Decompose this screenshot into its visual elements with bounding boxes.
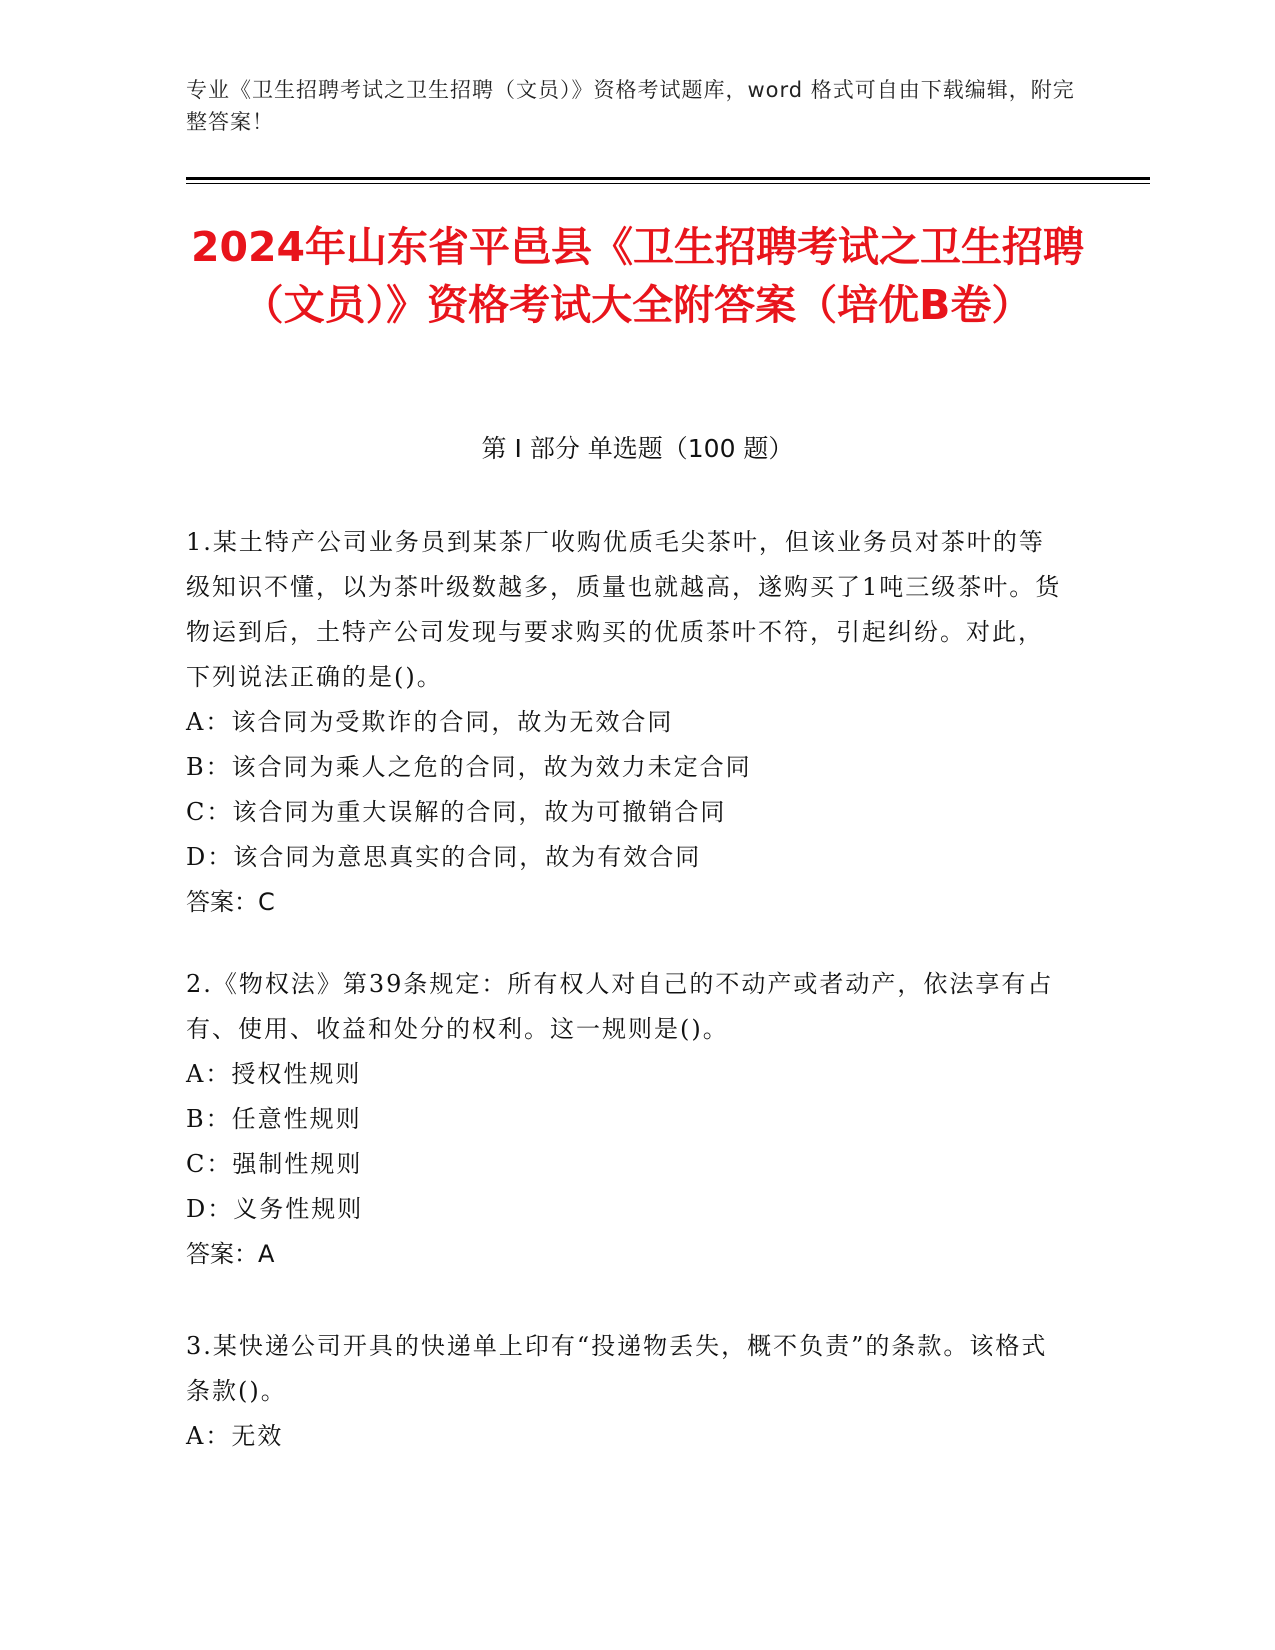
question-stem: 2.《物权法》第39条规定：所有权人对自己的不动产或者动产，依法享有占有、使用、收益和处分的权利。这一规则是()。 bbox=[186, 970, 1054, 1043]
question-3 bbox=[186, 1324, 1066, 1459]
option-d: D：该合同为意思真实的合同，故为有效合同 bbox=[186, 843, 702, 871]
option-a: A：无效 bbox=[186, 1422, 284, 1450]
option-a: A：授权性规则 bbox=[186, 1060, 362, 1088]
header-divider-thick bbox=[186, 177, 1150, 180]
option-d: D：义务性规则 bbox=[186, 1195, 364, 1223]
option-c: C：该合同为重大误解的合同，故为可撤销合同 bbox=[186, 798, 727, 826]
option-b: B：任意性规则 bbox=[186, 1105, 362, 1133]
question-2 bbox=[186, 962, 1066, 1277]
header-note: 专业《卫生招聘考试之卫生招聘（文员）》资格考试题库，word 格式可自由下载编辑，附完整答案！ bbox=[186, 78, 1075, 134]
question-stem: 1.某土特产公司业务员到某茶厂收购优质毛尖茶叶，但该业务员对茶叶的等级知识不懂，以为茶叶级数越多，质量也就越高，遂购买了1吨三级茶叶。货物运到后，土特产公司发现与要求购买的优质茶叶不符，引起纠纷。对此，下列说法正确的是()。 bbox=[186, 528, 1062, 691]
question-1 bbox=[186, 520, 1066, 925]
option-a: A：该合同为受欺诈的合同，故为无效合同 bbox=[186, 708, 674, 736]
option-b: B：该合同为乘人之危的合同，故为效力未定合同 bbox=[186, 753, 752, 781]
header-divider-thin bbox=[186, 183, 1150, 184]
document-title: 2024年山东省平邑县《卫生招聘考试之卫生招聘（文员）》资格考试大全附答案（培优B卷） bbox=[190, 223, 1085, 329]
question-stem: 3.某快递公司开具的快递单上印有“投递物丢失，概不负责”的条款。该格式条款()。 bbox=[186, 1332, 1048, 1405]
answer: 答案：A bbox=[186, 1240, 275, 1268]
option-c: C：强制性规则 bbox=[186, 1150, 363, 1178]
answer: 答案：C bbox=[186, 888, 275, 916]
section-heading: 第 I 部分 单选题（100 题） bbox=[481, 434, 794, 463]
